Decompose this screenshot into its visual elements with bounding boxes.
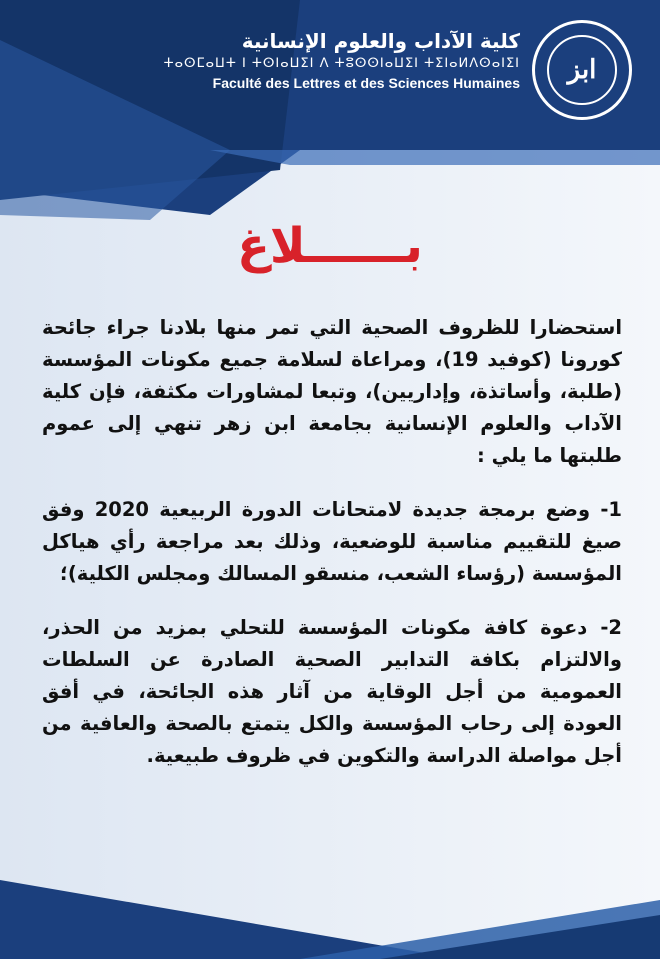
faculty-name-french: Faculté des Lettres et des Sciences Humaines [212, 75, 520, 91]
university-logo [532, 20, 632, 120]
announcement-intro: استحضارا للظروف الصحية التي تمر منها بلادنا جراء جائحة كورونا (كوفيد 19)، ومراعاة لسلامة جميع مكونات المؤسسة (طلبة، وأساتذة، وإداريين)، وتبعا لمشاورات مكثفة، فإن كلية الآداب والعلوم الإنسانية بجامعة ابن زهر تنهي إلى عموم طلبتها ما يلي : [42, 316, 622, 467]
announcement-body [42, 312, 622, 794]
faculty-name-tifinagh: ⵜⴰⵙⵎⴰⵡⵜ ⵏ ⵜⵙⵏⴰⵡⵉⵏ ⴷ ⵜⵓⵙⵙⵏⴰⵡⵉⵏ ⵜⵉⵏⴰⵍⴷⵙⴰⵏⵉⵏ [163, 56, 520, 71]
announcement-point-2: 2- دعوة كافة مكونات المؤسسة للتحلي بمزيد من الحذر، والالتزام بكافة التدابير الصحية الصادرة عن السلطات العمومية من أجل الوقاية من آثار هذه الجائحة، في أفق العودة إلى رحاب المؤسسة والكل يتمتع بالصحة والعافية من أجل مواصلة الدراسة والتكوين في ظروف طبيعية. [42, 616, 622, 767]
faculty-name-arabic: كلية الآداب والعلوم الإنسانية [241, 29, 520, 53]
header [0, 0, 660, 130]
announcement-title: بــــــلاغ [237, 218, 423, 274]
logo-mark: ابز [567, 55, 597, 85]
faculty-name-block [160, 28, 520, 92]
announcement-point-1: 1- وضع برمجة جديدة لامتحانات الدورة الربيعية 2020 وفق صيغ للتقييم مناسبة للوضعية، وذلك بعد مراجعة رأي هياكل المؤسسة (رؤساء الشعب، منسقو المسالك ومجلس الكلية)؛ [42, 498, 622, 585]
university-logo-emblem [547, 35, 617, 105]
